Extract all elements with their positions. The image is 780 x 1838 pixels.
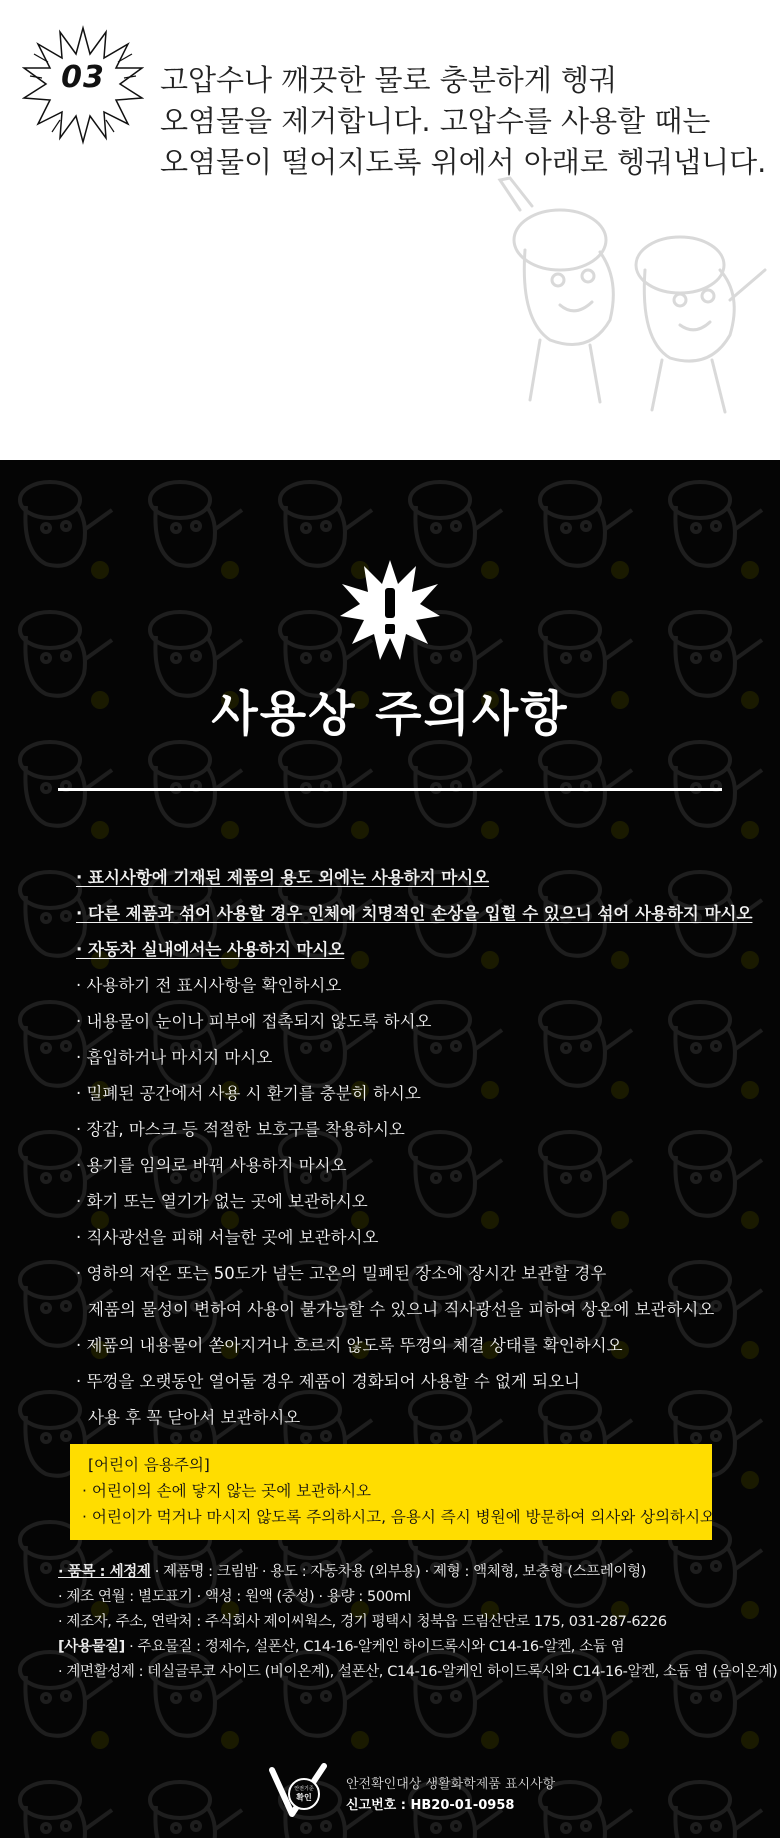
caution-list [76, 860, 756, 1436]
caution-item: · 밀폐된 공간에서 사용 시 환기를 충분히 하시오 [76, 1084, 421, 1103]
child-warning-title: [어린이 음용주의] [88, 1456, 210, 1474]
step-number: 03 [61, 60, 105, 95]
step-number-badge [22, 24, 144, 146]
child-warning-item: · 어린이가 먹거나 마시지 않도록 주의하시고, 음용시 즉시 병원에 방문하여 의사와 상의하시오 [82, 1508, 716, 1526]
step-line: 고압수나 깨끗한 물로 충분하게 헹궈 [160, 63, 618, 97]
substance-label: [사용물질] [58, 1639, 125, 1655]
info-line: · 제조자, 주소, 연락처 : 주식회사 제이씨웍스, 경기 평택시 청북읍 드림산단로 175, 031-287-6226 [58, 1614, 667, 1630]
caution-item: · 표시사항에 기재된 제품의 용도 외에는 사용하지 마시오 [76, 868, 490, 887]
safety-check-logo-icon [266, 1760, 330, 1824]
step-section [0, 0, 780, 460]
child-warning-item: · 어린이의 손에 닿지 않는 곳에 보관하시오 [82, 1482, 372, 1500]
info-line: · 계면활성제 : 데실글루코 사이드 (비이온계), 설폰산, C14-16-알케인 하이드록시와 C14-16-알켄, 소듐 염 (음이온계) [58, 1664, 778, 1680]
caution-item: · 직사광선을 피해 서늘한 곳에 보관하시오 [76, 1228, 379, 1247]
svg-text:확인: 확인 [296, 1793, 312, 1802]
info-line: · 제조 연월 : 별도표기 · 액성 : 원액 (중성) · 용량 : 500ml [58, 1589, 411, 1605]
certification-text [346, 1774, 555, 1816]
caution-item: · 뚜껑을 오랫동안 열어둘 경우 제품이 경화되어 사용할 수 없게 되오니 [76, 1372, 580, 1391]
certification-title: 안전확인대상 생활화학제품 표시사항 [346, 1777, 556, 1792]
info-line [58, 1635, 758, 1660]
step-line: 오염물을 제거합니다. 고압수를 사용할 때는 [160, 104, 711, 138]
svg-text:안전기준: 안전기준 [294, 1786, 314, 1792]
caution-section [0, 460, 780, 1838]
title-divider [58, 788, 722, 791]
caution-item: · 용기를 임의로 바꿔 사용하지 마시오 [76, 1156, 347, 1175]
step-description [160, 60, 770, 183]
registration-number: 신고번호 : HB20-01-0958 [346, 1798, 515, 1813]
caution-item: · 다른 제품과 섞어 사용할 경우 인체에 치명적인 손상을 입힐 수 있으니 섞어 사용하지 마시오 [76, 904, 753, 923]
caution-item-continued: 사용 후 꼭 닫아서 보관하시오 [88, 1408, 301, 1427]
caution-item: · 영하의 저온 또는 50도가 넘는 고온의 밀폐된 장소에 장시간 보관할 경우 [76, 1264, 607, 1283]
exclamation-burst-icon [338, 558, 442, 662]
mascot-watermark-icon [480, 170, 780, 420]
caution-item: · 흡입하거나 마시지 마시오 [76, 1048, 273, 1067]
caution-item: · 자동차 실내에서는 사용하지 마시오 [76, 940, 345, 959]
caution-item: · 장갑, 마스크 등 적절한 보호구를 착용하시오 [76, 1120, 405, 1139]
info-line [58, 1560, 758, 1585]
caution-item: · 화기 또는 열기가 없는 곳에 보관하시오 [76, 1192, 368, 1211]
product-info [58, 1560, 778, 1685]
caution-item: · 내용물이 눈이나 피부에 접촉되지 않도록 하시오 [76, 1012, 432, 1031]
caution-item-continued: 제품의 물성이 변하여 사용이 불가능할 수 있으니 직사광선을 피하여 상온에 보관하시오 [88, 1300, 715, 1319]
info-text: · 제품명 : 크림밤 · 용도 : 자동차용 (외부용) · 제형 : 액체형, 보충형 (스프레이형) [150, 1564, 646, 1580]
child-warning-box [70, 1444, 716, 1540]
caution-item: · 사용하기 전 표시사항을 확인하시오 [76, 976, 342, 995]
product-category-label: · 품목 : 세정제 [58, 1564, 151, 1580]
safety-certification [266, 1760, 566, 1830]
caution-title: 사용상 주의사항 [211, 686, 569, 742]
info-text: · 주요물질 : 정제수, 설폰산, C14-16-알케인 하이드록시와 C14-16-알켄, 소듐 염 [124, 1639, 625, 1655]
step-line: 오염물이 떨어지도록 위에서 아래로 헹궈냅니다. [160, 145, 767, 179]
caution-item: · 제품의 내용물이 쏟아지거나 흐르지 않도록 뚜껑의 체결 상태를 확인하시오 [76, 1336, 623, 1355]
